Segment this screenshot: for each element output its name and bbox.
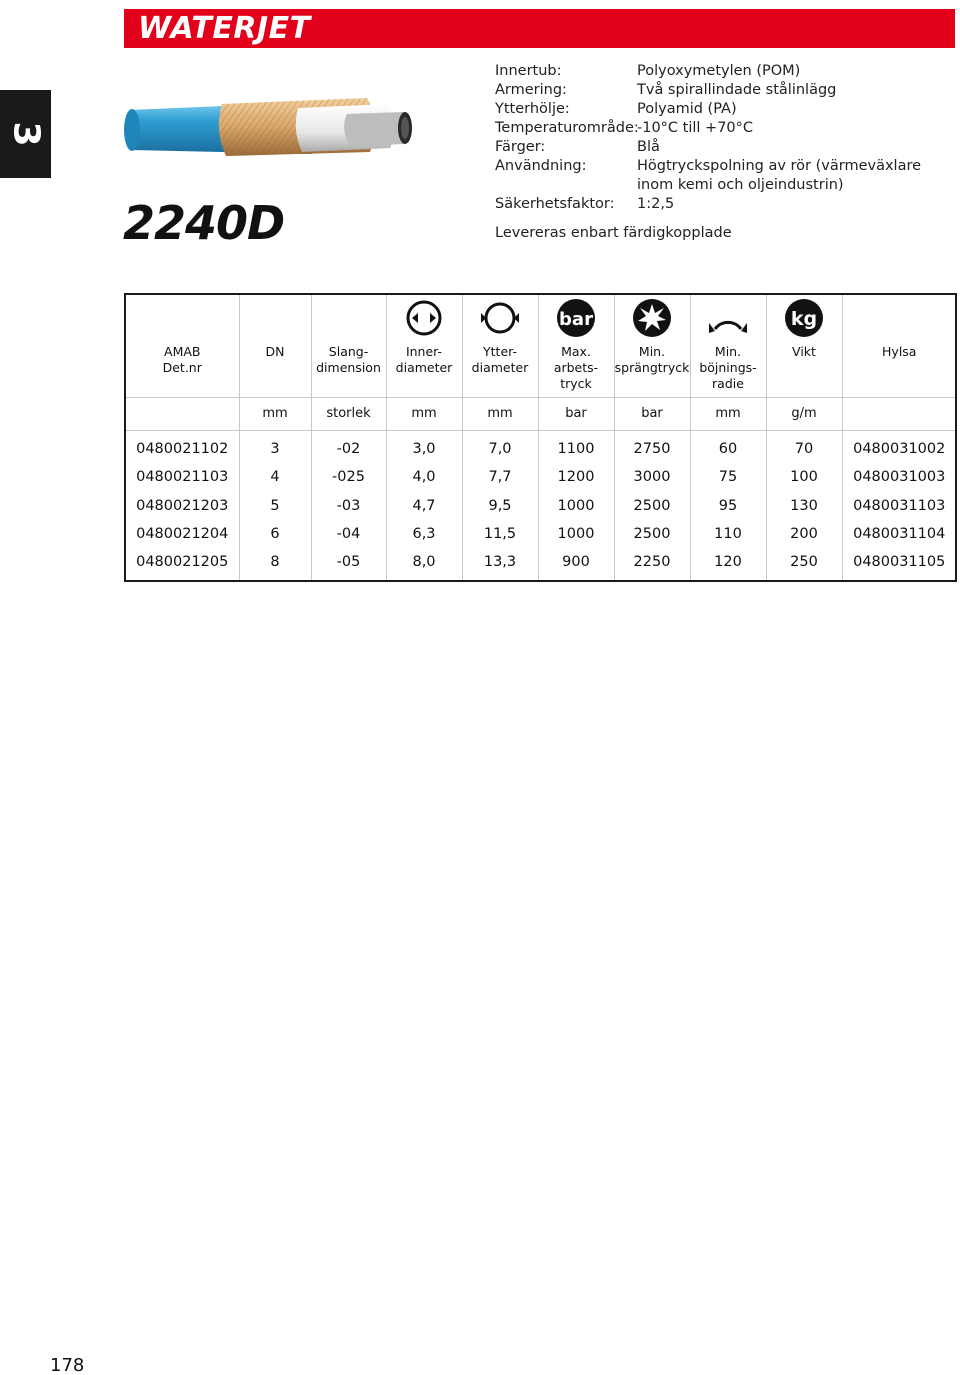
table-cell: 1000: [538, 520, 614, 549]
table-row: [125, 549, 956, 581]
unit-cell: bar: [538, 397, 614, 430]
pressure-bar-icon-text: bar: [559, 308, 593, 330]
header-cell: Max. arbets- tryck: [538, 340, 614, 397]
header-cell: Inner- diameter: [386, 340, 462, 397]
table-cell: 1200: [538, 463, 614, 492]
table-cell: 120: [690, 549, 766, 581]
table-cell: 0480031105: [853, 554, 946, 570]
spec-value: 1:2,5: [637, 196, 675, 212]
spec-label: Ytterhölje:: [495, 101, 570, 117]
spec-value: Två spirallindade stålinlägg: [637, 82, 837, 98]
pressure-bar-icon: [557, 299, 595, 337]
table-cell: 0480031103: [853, 497, 946, 514]
unit-cell: bar: [614, 397, 690, 430]
page-title: WATERJET: [138, 11, 311, 46]
hose-image: [122, 90, 414, 162]
spec-row: [495, 138, 957, 157]
table-cell: 0480021102: [125, 430, 239, 463]
unit-cell: mm: [386, 397, 462, 430]
product-table: [124, 293, 957, 582]
header-cell: DN: [239, 340, 311, 397]
table-cell: 0480021204: [125, 520, 239, 549]
spec-value: Högtryckspolning av rör (värmeväxlare inom kemi och oljeindustrin): [637, 158, 922, 193]
unit-cell: mm: [690, 397, 766, 430]
table-cell: 2500: [614, 492, 690, 521]
table-cell: 2250: [614, 549, 690, 581]
table-cell: -05: [311, 549, 386, 581]
unit-cell: storlek: [311, 397, 386, 430]
spec-row: [495, 81, 957, 100]
header-cell: Vikt: [766, 340, 842, 397]
header-cell: Ytter- diameter: [462, 340, 538, 397]
unit-cell: mm: [239, 397, 311, 430]
spec-value: Polyamid (PA): [637, 101, 737, 117]
table-cell: 0480031002: [853, 440, 946, 457]
table-row: [125, 463, 956, 492]
table-cell: 0480031003: [853, 469, 946, 486]
inner-diameter-icon: [405, 299, 443, 337]
spec-label: Användning:: [495, 158, 587, 174]
spec-row: [495, 62, 957, 81]
table-cell: 4,7: [386, 492, 462, 521]
table-cell: 4,0: [386, 463, 462, 492]
unit-row: [125, 397, 956, 430]
header-cell: Slang- dimension: [311, 340, 386, 397]
spec-label: Armering:: [495, 82, 567, 98]
header-cell: Hylsa: [882, 344, 917, 359]
table-cell: 11,5: [462, 520, 538, 549]
table-cell: 0480021205: [125, 549, 239, 581]
table-cell: 250: [766, 549, 842, 581]
table-cell: 3,0: [386, 430, 462, 463]
table-cell: 1100: [538, 430, 614, 463]
bend-radius-icon: [709, 299, 747, 337]
table-cell: 60: [690, 430, 766, 463]
table-cell: 4: [239, 463, 311, 492]
table-cell: 200: [766, 520, 842, 549]
title-bar: [124, 9, 955, 48]
table-cell: -025: [311, 463, 386, 492]
table-cell: 6: [239, 520, 311, 549]
product-code: 2240D: [123, 196, 285, 250]
spec-label: Innertub:: [495, 63, 562, 79]
header-row: [125, 340, 956, 397]
table-cell: 8,0: [386, 549, 462, 581]
spec-row: [495, 157, 957, 195]
spec-label: Temperaturområde:: [495, 120, 639, 136]
table-cell: -03: [311, 492, 386, 521]
unit-cell: [842, 397, 956, 430]
header-cell: AMAB Det.nr: [125, 340, 239, 397]
table-cell: 3: [239, 430, 311, 463]
spec-value: Polyoxymetylen (POM): [637, 63, 801, 79]
spec-value: Blå: [637, 139, 660, 155]
table-cell: 0480031104: [853, 526, 946, 543]
table-cell: 9,5: [462, 492, 538, 521]
table-cell: 3000: [614, 463, 690, 492]
table-cell: 13,3: [462, 549, 538, 581]
unit-cell: g/m: [766, 397, 842, 430]
table-cell: 7,7: [462, 463, 538, 492]
table-cell: 2750: [614, 430, 690, 463]
table-cell: 95: [690, 492, 766, 521]
table-cell: 8: [239, 549, 311, 581]
weight-kg-icon: [785, 299, 823, 337]
outer-diameter-icon: [481, 299, 519, 337]
icon-row: [125, 294, 956, 340]
table-cell: 1000: [538, 492, 614, 521]
unit-cell: [125, 397, 239, 430]
table-cell: -04: [311, 520, 386, 549]
table-row: [125, 430, 956, 463]
table-cell: 900: [538, 549, 614, 581]
table-cell: 100: [766, 463, 842, 492]
header-cell: Min. sprängtryck: [614, 340, 690, 397]
spec-label: Säkerhetsfaktor:: [495, 196, 615, 212]
delivery-note: Levereras enbart färdigkopplade: [495, 225, 732, 241]
table-cell: 6,3: [386, 520, 462, 549]
table-cell: 7,0: [462, 430, 538, 463]
table-cell: 70: [766, 430, 842, 463]
table-cell: 0480021103: [125, 463, 239, 492]
table-cell: 130: [766, 492, 842, 521]
page-number: 178: [50, 1355, 85, 1375]
table-cell: 110: [690, 520, 766, 549]
spec-list: [495, 62, 957, 243]
unit-cell: mm: [462, 397, 538, 430]
spec-label: Färger:: [495, 139, 546, 155]
burst-icon: [633, 299, 671, 337]
table-cell: 0480021203: [125, 492, 239, 521]
weight-kg-icon-text: kg: [790, 307, 818, 330]
chapter-tab: [0, 90, 51, 178]
spec-row: [495, 195, 957, 214]
spec-row: [495, 100, 957, 119]
spec-row: [495, 119, 957, 138]
header-cell: Min. böjnings- radie: [690, 340, 766, 397]
table-row: [125, 520, 956, 549]
chapter-number: 3: [5, 121, 46, 147]
table-cell: -02: [311, 430, 386, 463]
table-cell: 75: [690, 463, 766, 492]
table-row: [125, 492, 956, 521]
table-cell: 5: [239, 492, 311, 521]
table-cell: 2500: [614, 520, 690, 549]
spec-value: -10°C till +70°C: [637, 120, 754, 136]
